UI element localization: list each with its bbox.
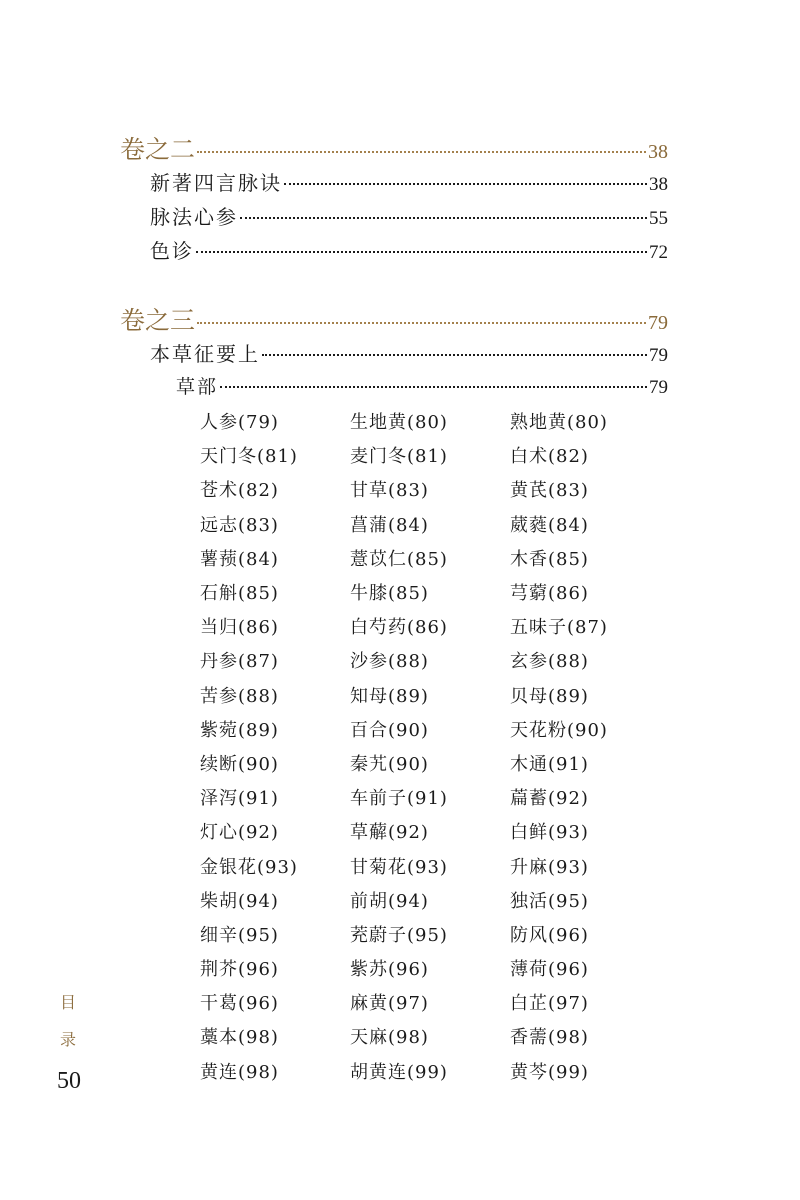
herb-entry: 苍术(82) — [200, 480, 279, 502]
herb-entry: 天门冬(81) — [200, 446, 298, 468]
herb-entry: 黄芪(83) — [510, 480, 589, 502]
herb-entry: 藁本(98) — [200, 1027, 279, 1049]
toc-entry-title: 脉法心参 — [150, 205, 238, 229]
herb-entry: 胡黄连(99) — [350, 1061, 448, 1083]
herb-entry: 薯蓣(84) — [200, 548, 279, 570]
side-label-1: 目 — [60, 993, 77, 1012]
herb-entry: 白鲜(93) — [510, 822, 589, 844]
herb-entry: 天花粉(90) — [510, 719, 608, 741]
herb-row — [200, 814, 660, 848]
toc-entry-title: 色诊 — [150, 239, 194, 263]
herb-row — [200, 678, 660, 712]
toc-entry-title: 本草征要上 — [150, 342, 260, 366]
herb-entry: 甘菊花(93) — [350, 856, 448, 878]
herb-row — [200, 951, 660, 985]
herb-entry: 紫苏(96) — [350, 959, 429, 981]
herb-entry: 苦参(88) — [200, 685, 279, 707]
herb-row — [200, 438, 660, 472]
herb-entry: 五味子(87) — [510, 617, 608, 639]
toc-entry — [150, 235, 668, 264]
dot-leader — [284, 182, 647, 185]
herb-entry: 甘草(83) — [350, 480, 429, 502]
herb-entry: 薄荷(96) — [510, 959, 589, 981]
herb-index-grid — [200, 404, 660, 1088]
herb-entry: 木通(91) — [510, 753, 589, 775]
herb-row — [200, 643, 660, 677]
herb-entry: 秦艽(90) — [350, 753, 429, 775]
herb-entry: 芎藭(86) — [510, 583, 589, 605]
herb-entry: 丹参(87) — [200, 651, 279, 673]
herb-entry: 麻黄(97) — [350, 993, 429, 1015]
herb-row — [200, 404, 660, 438]
toc-section-heading — [120, 301, 668, 337]
herb-entry: 黄芩(99) — [510, 1061, 589, 1083]
toc-entry — [150, 201, 668, 230]
toc-section-heading — [120, 130, 668, 166]
herb-entry: 玄参(88) — [510, 651, 589, 673]
toc-entry-title: 新著四言脉诀 — [150, 171, 282, 195]
herb-row — [200, 917, 660, 951]
herb-entry: 菖蒲(84) — [350, 514, 429, 536]
herb-entry: 独活(95) — [510, 890, 589, 912]
herb-entry: 泽泻(91) — [200, 788, 279, 810]
toc-subentry — [176, 372, 668, 399]
herb-entry: 萹蓄(92) — [510, 788, 589, 810]
toc-subentry-title: 草部 — [176, 376, 219, 398]
herb-entry: 草薢(92) — [350, 822, 429, 844]
herb-row — [200, 985, 660, 1019]
dot-leader — [220, 385, 647, 388]
dot-leader — [197, 150, 646, 153]
herb-entry: 紫菀(89) — [200, 719, 279, 741]
dot-leader — [197, 321, 646, 324]
herb-entry: 熟地黄(80) — [510, 412, 608, 434]
herb-entry: 当归(86) — [200, 617, 279, 639]
herb-row — [200, 1019, 660, 1053]
toc-subentry-page: 79 — [649, 377, 668, 398]
herb-entry: 木香(85) — [510, 548, 589, 570]
herb-entry: 远志(83) — [200, 514, 279, 536]
herb-entry: 细辛(95) — [200, 924, 279, 946]
herb-row — [200, 746, 660, 780]
herb-entry: 茺蔚子(95) — [350, 924, 448, 946]
herb-row — [200, 541, 660, 575]
herb-entry: 麦门冬(81) — [350, 446, 448, 468]
herb-entry: 葳蕤(84) — [510, 514, 589, 536]
herb-entry: 牛膝(85) — [350, 583, 429, 605]
toc-entry-page: 38 — [649, 174, 668, 195]
herb-entry: 石斛(85) — [200, 583, 279, 605]
herb-entry: 防风(96) — [510, 924, 589, 946]
herb-entry: 贝母(89) — [510, 685, 589, 707]
herb-entry: 白术(82) — [510, 446, 589, 468]
herb-row — [200, 712, 660, 746]
toc-section-page: 79 — [648, 312, 668, 334]
herb-row — [200, 609, 660, 643]
herb-entry: 薏苡仁(85) — [350, 548, 448, 570]
herb-entry: 灯心(92) — [200, 822, 279, 844]
toc-entry-page: 72 — [649, 242, 668, 263]
herb-entry: 白芍药(86) — [350, 617, 448, 639]
toc-entry-page: 79 — [649, 345, 668, 366]
herb-entry: 金银花(93) — [200, 856, 298, 878]
herb-entry: 升麻(93) — [510, 856, 589, 878]
herb-row — [200, 507, 660, 541]
herb-row — [200, 848, 660, 882]
herb-entry: 车前子(91) — [350, 788, 448, 810]
page-number: 50 — [57, 1068, 81, 1094]
herb-entry: 百合(90) — [350, 719, 429, 741]
herb-entry: 人参(79) — [200, 412, 279, 434]
herb-row — [200, 780, 660, 814]
herb-row — [200, 575, 660, 609]
toc-entry-page: 55 — [649, 208, 668, 229]
herb-entry: 荆芥(96) — [200, 959, 279, 981]
dot-leader — [196, 250, 647, 253]
herb-entry: 沙参(88) — [350, 651, 429, 673]
toc-entry — [150, 167, 668, 196]
dot-leader — [262, 353, 647, 356]
herb-entry: 知母(89) — [350, 685, 429, 707]
herb-entry: 柴胡(94) — [200, 890, 279, 912]
toc-section-page: 38 — [648, 141, 668, 163]
herb-entry: 干葛(96) — [200, 993, 279, 1015]
herb-entry: 前胡(94) — [350, 890, 429, 912]
toc-section-title: 卷之二 — [120, 135, 196, 164]
toc-entry — [150, 338, 668, 367]
dot-leader — [240, 216, 647, 219]
herb-entry: 续断(90) — [200, 753, 279, 775]
herb-row — [200, 472, 660, 506]
herb-entry: 香薷(98) — [510, 1027, 589, 1049]
toc-section-title: 卷之三 — [120, 306, 196, 335]
herb-entry: 白芷(97) — [510, 993, 589, 1015]
herb-row — [200, 1054, 660, 1088]
herb-entry: 生地黄(80) — [350, 412, 448, 434]
herb-entry: 黄连(98) — [200, 1061, 279, 1083]
side-label-2: 录 — [60, 1030, 77, 1049]
herb-row — [200, 883, 660, 917]
herb-entry: 天麻(98) — [350, 1027, 429, 1049]
